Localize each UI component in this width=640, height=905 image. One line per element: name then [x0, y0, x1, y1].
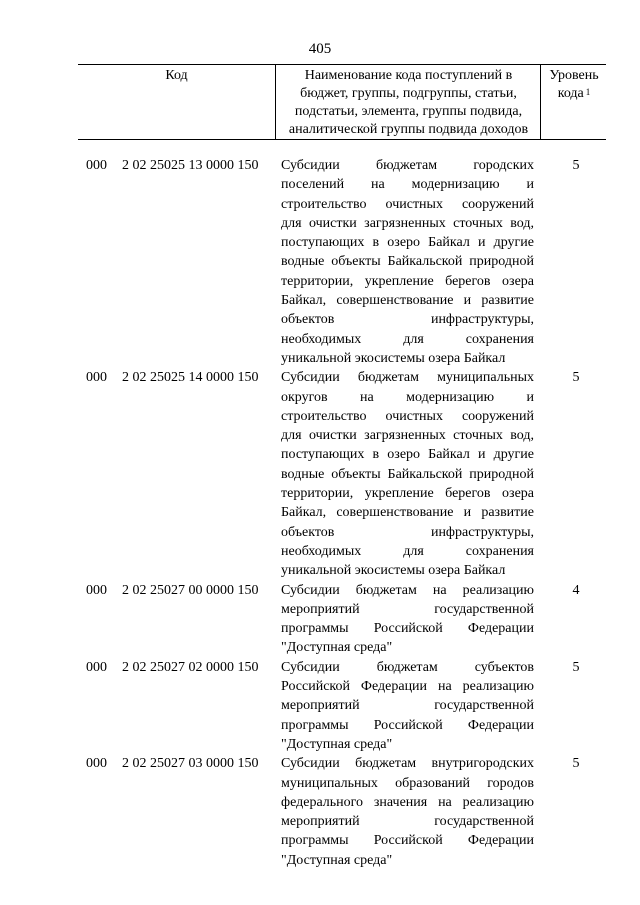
row-name-line: территории, укрепление берегов озера [281, 273, 534, 289]
header-name: Наименование кода поступлений в бюджет, группы, подгруппы, статьи, подстатьи, элемента, группы подвида, аналитической группы подвида доходов [277, 65, 541, 139]
row-name-line: Субсидии бюджетам на реализацию [281, 582, 534, 598]
row-name [281, 368, 534, 580]
page-number: 405 [308, 41, 332, 57]
row-name-line: для очистки загрязненных сточных вод, [281, 215, 534, 231]
row-name-line: программы Российской Федерации [281, 621, 534, 637]
row-name-line: Субсидии бюджетам городских [281, 158, 534, 173]
row-name-line: мероприятий государственной [281, 814, 534, 830]
row-name [281, 754, 534, 870]
row-income-code: 2 02 25025 14 0000 150 [122, 370, 259, 386]
row-level: 5 [572, 659, 580, 675]
row-name-line: необходимых для сохранения [281, 331, 534, 347]
row-admin-code: 000 [86, 582, 107, 598]
row-level: 5 [572, 370, 580, 386]
row-name-line: Байкал, совершенствование и развитие [281, 293, 534, 309]
row-name-line: муниципальных образований городов [281, 775, 534, 791]
row-name-line: водные объекты Байкальской природной [281, 466, 534, 482]
row-name-line: Субсидии бюджетам муниципальных [281, 370, 534, 386]
row-name-line: программы Российской Федерации [281, 717, 534, 733]
row-income-code: 2 02 25027 03 0000 150 [122, 756, 259, 772]
row-name-line: территории, укрепление берегов озера [281, 486, 534, 502]
row-name-line: "Доступная среда" [281, 640, 393, 656]
row-name-line: "Доступная среда" [281, 852, 393, 868]
row-name [281, 658, 534, 754]
row-name-line: Российской Федерации на реализацию [281, 679, 534, 695]
row-level: 5 [572, 756, 580, 772]
row-name-line: для очистки загрязненных сточных вод, [281, 428, 534, 444]
header-level-footnote: 1 [585, 87, 591, 97]
row-name-line: поступающих в озеро Байкал и другие [281, 447, 534, 463]
row-admin-code: 000 [86, 370, 107, 386]
row-admin-code: 000 [86, 756, 107, 772]
row-name-line: мероприятий государственной [281, 698, 534, 714]
row-name [281, 156, 534, 368]
header-level [542, 65, 606, 139]
row-name-line: строительство очистных сооружений [281, 408, 534, 424]
row-name-line: водные объекты Байкальской природной [281, 254, 534, 270]
row-name-line: необходимых для сохранения [281, 543, 534, 559]
row-name-line: строительство очистных сооружений [281, 196, 534, 212]
table-header [78, 64, 606, 140]
row-name-line: Субсидии бюджетам внутригородских [281, 756, 534, 772]
row-name-line: поселений на модернизацию и [281, 177, 534, 193]
row-name-line: объектов инфраструктуры, [281, 312, 534, 328]
row-name [281, 581, 534, 658]
row-name-line: федерального значения на реализацию [281, 794, 534, 810]
row-admin-code: 000 [86, 158, 107, 173]
row-income-code: 2 02 25025 13 0000 150 [122, 158, 259, 173]
header-code: Код [78, 65, 276, 139]
row-name-line: мероприятий государственной [281, 601, 534, 617]
row-name-line: Байкал, совершенствование и развитие [281, 505, 534, 521]
row-name-line: Субсидии бюджетам субъектов [281, 659, 534, 675]
row-name-line: поступающих в озеро Байкал и другие [281, 235, 534, 251]
row-name-line: объектов инфраструктуры, [281, 524, 534, 540]
row-admin-code: 000 [86, 659, 107, 675]
header-level-label: Уровень кода [549, 68, 599, 101]
row-level: 5 [572, 158, 580, 173]
row-income-code: 2 02 25027 02 0000 150 [122, 659, 259, 675]
row-name-line: уникальной экосистемы озера Байкал [281, 350, 506, 366]
row-level: 4 [572, 582, 580, 598]
row-name-line: округов на модернизацию и [281, 389, 534, 405]
row-name-line: программы Российской Федерации [281, 833, 534, 849]
row-income-code: 2 02 25027 00 0000 150 [122, 582, 259, 598]
row-name-line: уникальной экосистемы озера Байкал [281, 563, 506, 579]
row-name-line: "Доступная среда" [281, 736, 393, 752]
